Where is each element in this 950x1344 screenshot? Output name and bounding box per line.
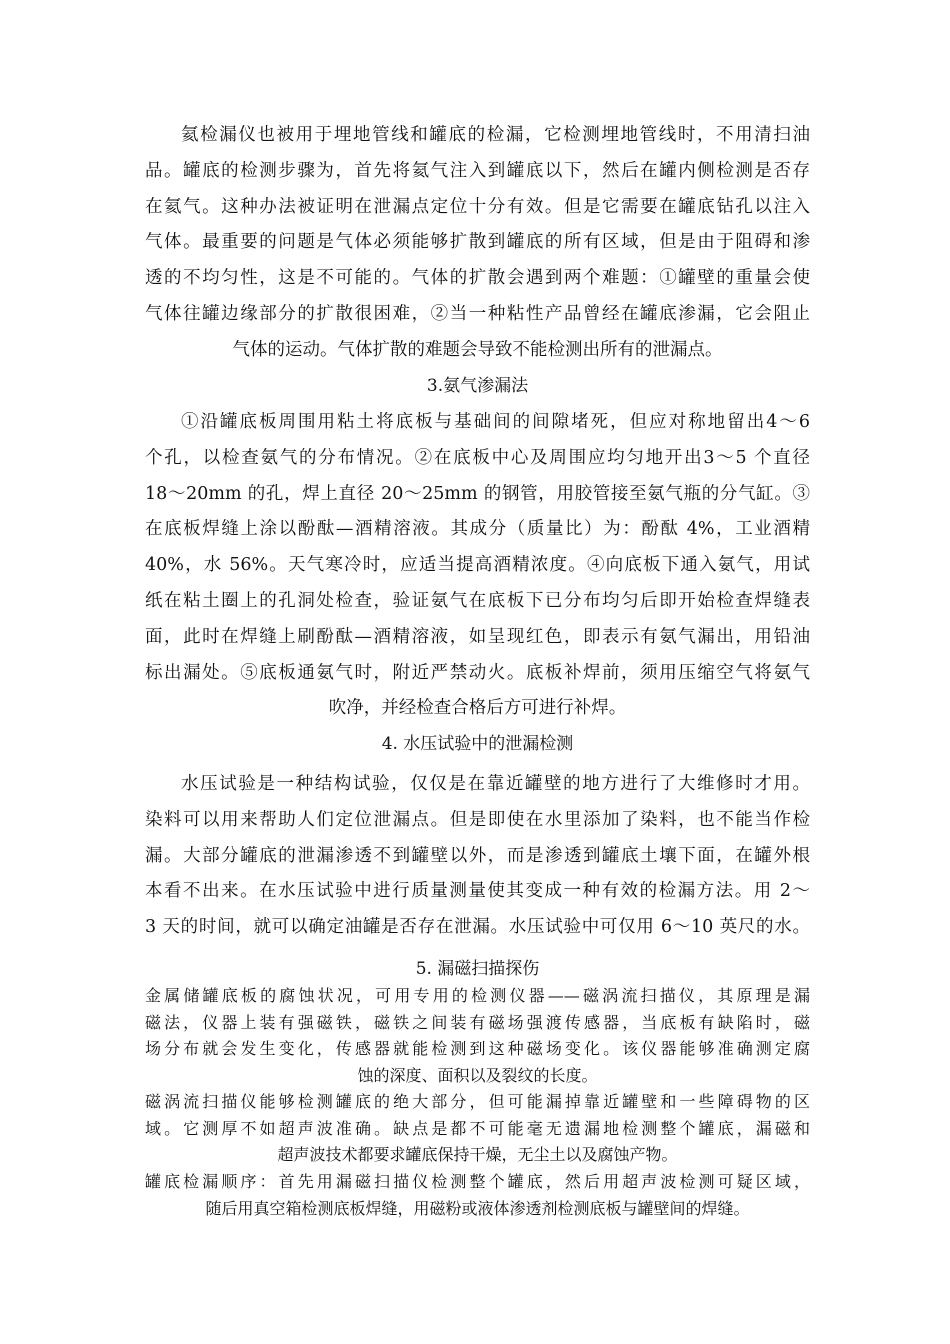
text-line: 个孔，以检查氨气的分布情况。②在底板中心及周围应均匀地开出3～5 个直径 xyxy=(145,447,810,468)
text-line: 漏。大部分罐底的泄漏渗透不到罐壁以外，而是渗透到罐底土壤下面，在罐外根 xyxy=(145,845,810,866)
section-heading-3: 3.氨气渗漏法 xyxy=(426,375,529,396)
section-5-paragraph-3 xyxy=(145,1169,810,1222)
text-line: 本看不出来。在水压试验中进行质量测量使其变成一种有效的检漏方法。用 2～ xyxy=(145,881,810,902)
text-line: 气体。最重要的问题是气体必须能够扩散到罐底的所有区域，但是由于阻碍和渗 xyxy=(145,232,810,253)
text-line: 标出漏处。⑤底板通氨气时，附近严禁动火。底板补焊前，须用压缩空气将氨气 xyxy=(145,662,810,683)
text-line: 随后用真空箱检测底板焊缝，用磁粉或液体渗透剂检测底板与罐壁间的焊缝。 xyxy=(205,1198,750,1218)
section-heading-4: 4. 水压试验中的泄漏检测 xyxy=(381,734,574,755)
text-line: 吹净，并经检查合格后方可进行补焊。 xyxy=(328,698,627,719)
text-line: 气体往罐边缘部分的扩散很困难，②当一种粘性产品曾经在罐底渗漏，它会阻止 xyxy=(145,303,810,324)
section-5-paragraph-1 xyxy=(145,983,810,1089)
text-line: 场分布就会发生变化，传感器就能检测到这种磁场变化。该仪器能够准确测定腐 xyxy=(145,1039,810,1058)
text-line: 18～20mm 的孔，焊上直径 20～25mm 的钢管，用胶管接至氨气瓶的分气缸。③ xyxy=(145,483,810,504)
text-line: 氦检漏仪也被用于埋地管线和罐底的检漏，它检测埋地管线时，不用清扫油 xyxy=(181,125,810,145)
text-line: 40%，水 56%。天气寒冷时，应适当提高酒精浓度。④向底板下通入氨气，用试 xyxy=(145,555,810,576)
text-line: 金属储罐底板的腐蚀状况，可用专用的检测仪器——磁涡流扫描仪，其原理是漏 xyxy=(145,986,810,1005)
text-line: 磁涡流扫描仪能够检测罐底的绝大部分，但可能漏掉靠近罐壁和一些障碍物的区 xyxy=(145,1092,810,1111)
text-line: 气体的运动。气体扩散的难题会导致不能检测出所有的泄漏点。 xyxy=(232,339,723,360)
section-heading-5: 5. 漏磁扫描探伤 xyxy=(415,959,540,979)
text-line: 面，此时在焊缝上刷酚酞—酒精溶液，如呈现红色，即表示有氨气漏出，用铅油 xyxy=(145,626,810,647)
text-line: 在底板焊缝上涂以酚酞—酒精溶液。其成分（质量比）为：酚酞 4%，工业酒精 xyxy=(145,519,810,540)
text-line: 磁法，仪器上装有强磁铁，磁铁之间装有磁场强渡传感器，当底板有缺陷时，磁 xyxy=(145,1012,810,1032)
text-line: 品。罐底的检测步骤为，首先将氦气注入到罐底以下，然后在罐内侧检测是否存 xyxy=(145,160,810,181)
text-line: 3 天的时间，就可以确定油罐是否存在泄漏。水压试验中可仅用 6～10 英尺的水。 xyxy=(145,917,810,938)
text-line: 在氦气。这种办法被证明在泄漏点定位十分有效。但是它需要在罐底钻孔以注入 xyxy=(145,196,810,217)
section-5-paragraph-2 xyxy=(145,1089,810,1169)
text-line: 水压试验是一种结构试验，仅仅是在靠近罐壁的地方进行了大维修时才用。 xyxy=(181,774,810,794)
helium-paragraph xyxy=(145,118,810,404)
text-line: 罐底检漏顺序：首先用漏磁扫描仪检测整个罐底，然后用超声波检测可疑区域， xyxy=(145,1172,810,1191)
section-3-body xyxy=(145,405,810,763)
text-line: 蚀的深度、面积以及裂纹的长度。 xyxy=(357,1065,598,1085)
text-line: 纸在粘土圈上的孔洞处检查，验证氨气在底板下已分布均匀后即开始检查焊缝表 xyxy=(145,590,810,611)
section-4-body xyxy=(145,767,810,946)
text-line: 染料可以用来帮助人们定位泄漏点。但是即使在水里添加了染料，也不能当作检 xyxy=(145,809,810,830)
text-line: 透的不均匀性，这是不可能的。气体的扩散会遇到两个难题：①罐壁的重量会使 xyxy=(145,268,810,289)
text-line: 域。它测厚不如超声波准确。缺点是都不可能毫无遗漏地检测整个罐底，漏磁和 xyxy=(145,1118,810,1138)
text-line: 超声波技术都要求罐底保持干燥，无尘土以及腐蚀产物。 xyxy=(277,1145,678,1164)
text-line: ①沿罐底板周围用粘土将底板与基础间的间隙堵死，但应对称地留出4～6 xyxy=(181,412,810,432)
